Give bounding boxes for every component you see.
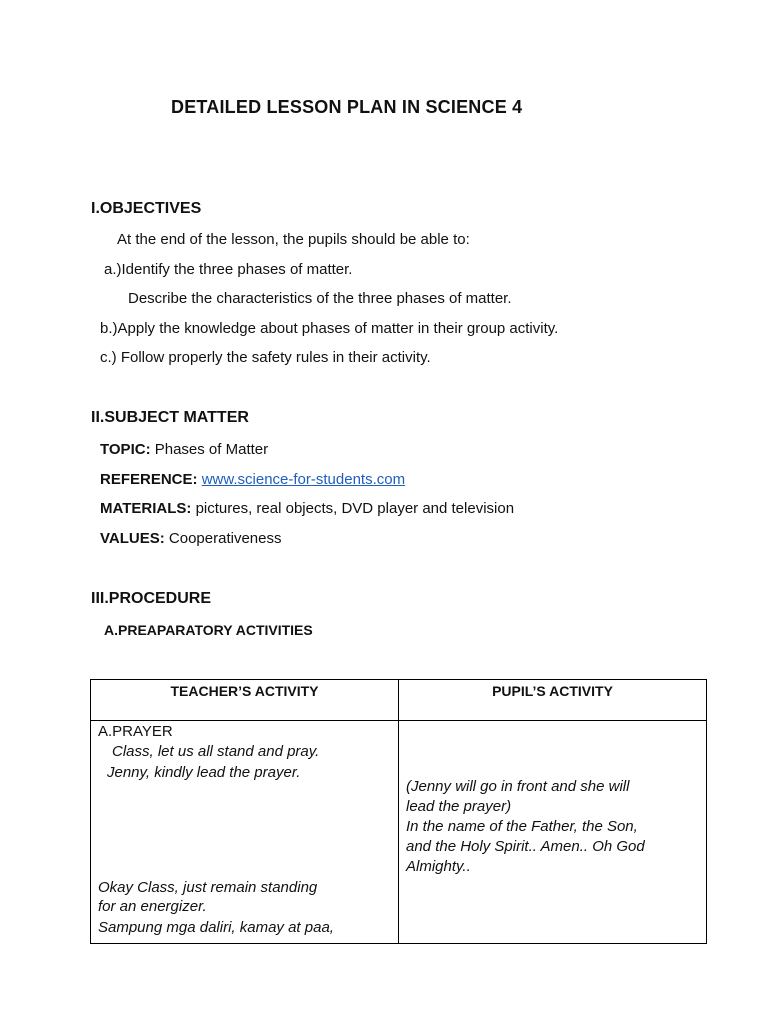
teacher-line: Class, let us all stand and pray.: [112, 743, 320, 760]
subject-matter-heading: II.SUBJECT MATTER: [91, 409, 249, 426]
teacher-activity-header: TEACHER’S ACTIVITY: [91, 680, 399, 721]
values-value: Cooperativeness: [168, 530, 282, 547]
pupil-line: In the name of the Father, the Son,: [406, 818, 638, 835]
pupil-line: Almighty..: [406, 858, 471, 875]
table-row: [91, 721, 707, 944]
materials-value: pictures, real objects, DVD player and television: [195, 500, 515, 517]
table-header-row: [91, 680, 707, 721]
pupil-line: lead the prayer): [406, 798, 512, 815]
pupil-line: and the Holy Spirit.. Amen.. Oh God: [406, 838, 645, 855]
document-title: DETAILED LESSON PLAN IN SCIENCE 4: [171, 97, 523, 117]
procedure-heading: III.PROCEDURE: [91, 590, 212, 607]
preparatory-activities-heading: A.PREAPARATORY ACTIVITIES: [104, 622, 313, 638]
objective-b: b.)Apply the knowledge about phases of matter in their group activity.: [100, 320, 559, 337]
topic-label: TOPIC:: [100, 441, 151, 458]
reference-label: REFERENCE:: [100, 471, 198, 488]
activity-table: [90, 679, 707, 944]
materials-line: [100, 500, 514, 517]
topic-line: [100, 441, 268, 458]
topic-value: Phases of Matter: [154, 441, 269, 458]
reference-line: [100, 471, 405, 488]
teacher-line: for an energizer.: [98, 898, 207, 915]
teacher-line: Sampung mga daliri, kamay at paa,: [98, 919, 334, 936]
values-label: VALUES:: [100, 530, 165, 547]
objective-a2: Describe the characteristics of the three phases of matter.: [128, 290, 512, 307]
reference-link[interactable]: www.science-for-students.com: [201, 471, 406, 488]
pupil-activity-cell: [399, 721, 707, 944]
objective-c: c.) Follow properly the safety rules in their activity.: [100, 349, 431, 366]
materials-label: MATERIALS:: [100, 500, 192, 517]
teacher-activity-cell: [91, 721, 399, 944]
teacher-line: Okay Class, just remain standing: [98, 879, 318, 896]
prayer-label: A.PRAYER: [98, 723, 173, 740]
values-line: [100, 530, 281, 547]
pupil-activity-header: PUPIL’S ACTIVITY: [399, 680, 707, 721]
pupil-line: (Jenny will go in front and she will: [406, 778, 630, 795]
objective-a1: a.)Identify the three phases of matter.: [104, 261, 353, 278]
objectives-intro: At the end of the lesson, the pupils should be able to:: [117, 231, 470, 248]
objectives-heading: I.OBJECTIVES: [91, 200, 202, 217]
teacher-line: Jenny, kindly lead the prayer.: [107, 764, 301, 781]
